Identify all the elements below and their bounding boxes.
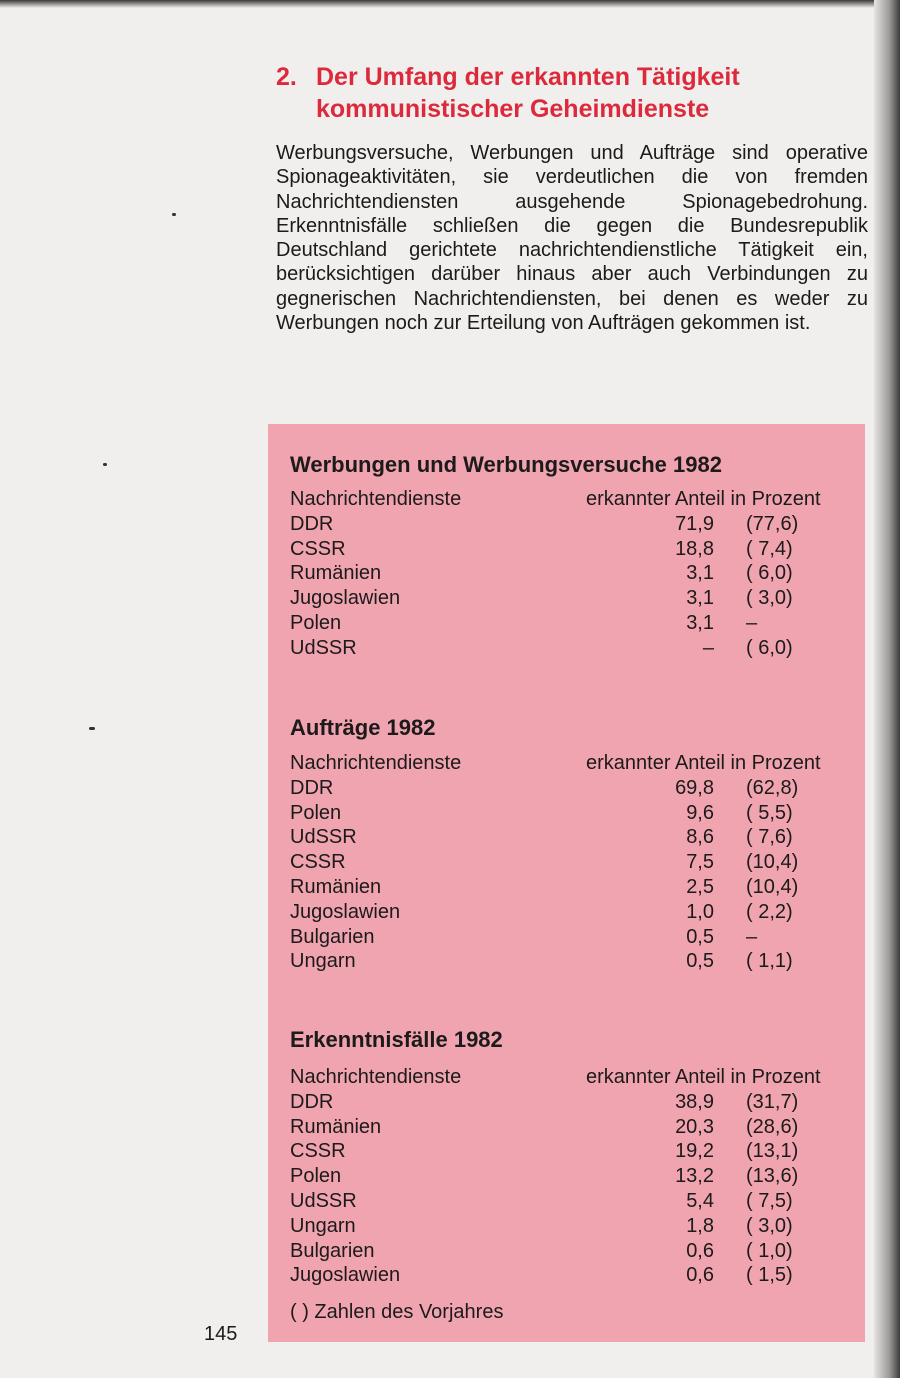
heading-number: 2. xyxy=(276,63,297,91)
table-row xyxy=(290,1239,862,1264)
row-previous-year: ( 1,0) xyxy=(746,1239,793,1262)
column-header-share: erkannter Anteil in Prozent xyxy=(586,752,821,774)
table-row xyxy=(290,850,862,875)
row-value: 19,2 xyxy=(675,1140,714,1163)
table-row xyxy=(290,512,862,537)
row-value: 3,1 xyxy=(686,611,714,634)
row-value: 71,9 xyxy=(675,512,714,535)
row-previous-year: ( 2,2) xyxy=(746,900,793,923)
row-country: DDR xyxy=(290,512,334,535)
print-speck xyxy=(172,213,176,216)
row-value: 3,1 xyxy=(686,562,714,585)
row-country: DDR xyxy=(290,1090,334,1113)
table-row xyxy=(290,925,862,950)
table-row xyxy=(290,1115,862,1140)
row-value: 0,6 xyxy=(686,1264,714,1287)
heading-line-1: Der Umfang der erkannten Tätigkeit xyxy=(316,63,740,91)
row-country: CSSR xyxy=(290,1140,346,1163)
heading-line-2: kommunistischer Geheimdienste xyxy=(316,95,710,123)
row-previous-year: – xyxy=(746,611,758,634)
row-value: 18,8 xyxy=(675,537,714,560)
print-speck xyxy=(103,463,107,466)
row-value: 9,6 xyxy=(686,801,714,824)
table-row xyxy=(290,1139,862,1164)
row-country: UdSSR xyxy=(290,1189,357,1212)
row-country: Ungarn xyxy=(290,950,356,973)
row-previous-year: – xyxy=(746,925,758,948)
row-value: 69,8 xyxy=(675,776,714,799)
table-row xyxy=(290,1214,862,1239)
row-value: – xyxy=(702,636,714,659)
row-previous-year: ( 1,1) xyxy=(746,950,793,973)
table-row xyxy=(290,825,862,850)
row-country: Jugoslawien xyxy=(290,900,401,923)
row-country: Polen xyxy=(290,611,342,634)
row-previous-year: (10,4) xyxy=(746,851,799,874)
page-top-edge xyxy=(0,0,900,8)
table-header xyxy=(290,487,862,512)
row-previous-year: (28,6) xyxy=(746,1115,799,1138)
table-row xyxy=(290,586,862,611)
row-previous-year: (13,6) xyxy=(746,1165,799,1188)
table-row xyxy=(290,636,862,661)
table-row xyxy=(290,1189,862,1214)
row-previous-year: ( 7,6) xyxy=(746,826,793,849)
row-previous-year: ( 5,5) xyxy=(746,801,793,824)
page-number: 145 xyxy=(204,1323,238,1345)
row-previous-year: (77,6) xyxy=(746,512,799,535)
table-row xyxy=(290,875,862,900)
row-country: Polen xyxy=(290,801,342,824)
row-country: UdSSR xyxy=(290,636,357,659)
column-header-share: erkannter Anteil in Prozent xyxy=(586,1066,821,1088)
table-row xyxy=(290,537,862,562)
row-value: 3,1 xyxy=(686,587,714,610)
row-value: 1,8 xyxy=(686,1214,714,1237)
row-previous-year: ( 1,5) xyxy=(746,1264,793,1287)
row-previous-year: (62,8) xyxy=(746,776,799,799)
row-previous-year: ( 3,0) xyxy=(746,1214,793,1237)
table-row xyxy=(290,949,862,974)
row-previous-year: ( 7,5) xyxy=(746,1189,793,1212)
column-header-share: erkannter Anteil in Prozent xyxy=(586,488,821,510)
row-country: Jugoslawien xyxy=(290,587,401,610)
row-value: 13,2 xyxy=(675,1165,714,1188)
column-header-services: Nachrichtendienste xyxy=(290,752,462,774)
table-header xyxy=(290,751,862,776)
row-country: CSSR xyxy=(290,851,346,874)
row-value: 7,5 xyxy=(686,851,714,874)
row-country: Jugoslawien xyxy=(290,1264,401,1287)
row-value: 0,6 xyxy=(686,1239,714,1262)
table-title: Aufträge 1982 xyxy=(290,715,436,740)
row-country: CSSR xyxy=(290,537,346,560)
row-previous-year: ( 7,4) xyxy=(746,537,793,560)
row-country: Rumänien xyxy=(290,1115,382,1138)
row-country: DDR xyxy=(290,776,334,799)
table-auftraege xyxy=(290,713,862,974)
row-value: 38,9 xyxy=(675,1090,714,1113)
table-werbungen xyxy=(290,450,862,661)
row-country: Polen xyxy=(290,1165,342,1188)
row-previous-year: (10,4) xyxy=(746,875,799,898)
table-row xyxy=(290,1090,862,1115)
row-value: 20,3 xyxy=(675,1115,714,1138)
row-country: Rumänien xyxy=(290,875,382,898)
table-title: Werbungen und Werbungsversuche 1982 xyxy=(290,452,722,477)
column-header-services: Nachrichtendienste xyxy=(290,1066,462,1088)
row-country: Rumänien xyxy=(290,562,382,585)
section-heading xyxy=(276,61,836,125)
row-value: 5,4 xyxy=(686,1189,714,1212)
row-country: UdSSR xyxy=(290,826,357,849)
footnote: ( ) Zahlen des Vorjahres xyxy=(290,1301,504,1323)
row-previous-year: ( 6,0) xyxy=(746,562,793,585)
row-value: 0,5 xyxy=(686,925,714,948)
row-country: Bulgarien xyxy=(290,925,375,948)
row-previous-year: ( 3,0) xyxy=(746,587,793,610)
table-row xyxy=(290,1263,862,1288)
row-country: Ungarn xyxy=(290,1214,356,1237)
table-row xyxy=(290,1164,862,1189)
table-row xyxy=(290,801,862,826)
print-speck xyxy=(89,727,95,730)
row-previous-year: (13,1) xyxy=(746,1140,799,1163)
row-value: 2,5 xyxy=(686,875,714,898)
intro-paragraph: Werbungsversuche, Werbungen und Aufträge sind operative Spionageaktivitäten, sie verdeutlichen die von fremden Nachrichtendiensten ausgehende Spionagebedrohung. Erkenntnisfälle schließen die gegen die Bundesrepublik Deutschland gerichtete nachrichtendienstliche Tätigkeit ein, berücksichtigen darüber hinaus aber auch Verbindungen zu gegnerischen Nachrichtendiensten, bei denen es weder zu Werbungen noch zur Erteilung von Aufträgen gekommen ist. xyxy=(276,142,868,335)
table-title: Erkenntnisfälle 1982 xyxy=(290,1027,503,1052)
table-row xyxy=(290,900,862,925)
row-country: Bulgarien xyxy=(290,1239,375,1262)
row-value: 0,5 xyxy=(686,950,714,973)
page-binding-shadow xyxy=(874,0,900,1378)
row-value: 1,0 xyxy=(686,900,714,923)
table-row xyxy=(290,561,862,586)
column-header-services: Nachrichtendienste xyxy=(290,488,462,510)
table-erkenntnisfaelle xyxy=(290,1025,862,1288)
row-previous-year: ( 6,0) xyxy=(746,636,793,659)
table-row xyxy=(290,776,862,801)
table-header xyxy=(290,1065,862,1090)
table-row xyxy=(290,611,862,636)
row-value: 8,6 xyxy=(686,826,714,849)
row-previous-year: (31,7) xyxy=(746,1090,799,1113)
